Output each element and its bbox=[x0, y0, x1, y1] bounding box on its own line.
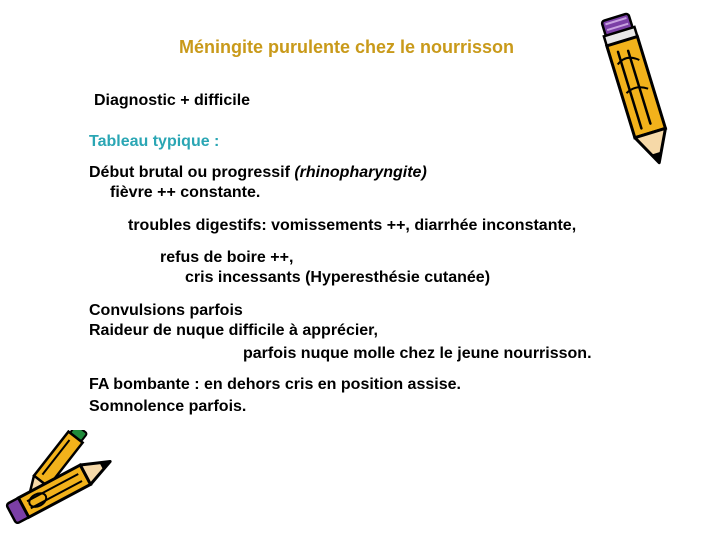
line-fievre: fièvre ++ constante. bbox=[110, 184, 261, 201]
line-refus: refus de boire ++, bbox=[160, 249, 294, 266]
pencil-top-right-icon bbox=[600, 0, 675, 180]
pencils-bottom-left-icon bbox=[0, 430, 130, 535]
section-heading: Tableau typique : bbox=[89, 133, 220, 150]
line-raideur: Raideur de nuque difficile à apprécier, bbox=[89, 322, 378, 339]
line-debut-italic: (rhinopharyngite) bbox=[294, 164, 427, 181]
line-convulsions: Convulsions parfois bbox=[89, 302, 243, 319]
line-troubles: troubles digestifs: vomissements ++, diarrhée inconstante, bbox=[128, 217, 577, 234]
line-debut-text: Début brutal ou progressif bbox=[89, 164, 295, 181]
line-cris: cris incessants (Hyperesthésie cutanée) bbox=[185, 269, 491, 286]
slide-title: Méningite purulente chez le nourrisson bbox=[179, 37, 515, 57]
subtitle: Diagnostic + difficile bbox=[94, 92, 251, 109]
line-debut bbox=[89, 164, 427, 182]
line-somnolence: Somnolence parfois. bbox=[89, 398, 247, 415]
line-fa: FA bombante : en dehors cris en position assise. bbox=[89, 376, 461, 393]
line-nuque-molle: parfois nuque molle chez le jeune nourrisson. bbox=[243, 345, 592, 362]
